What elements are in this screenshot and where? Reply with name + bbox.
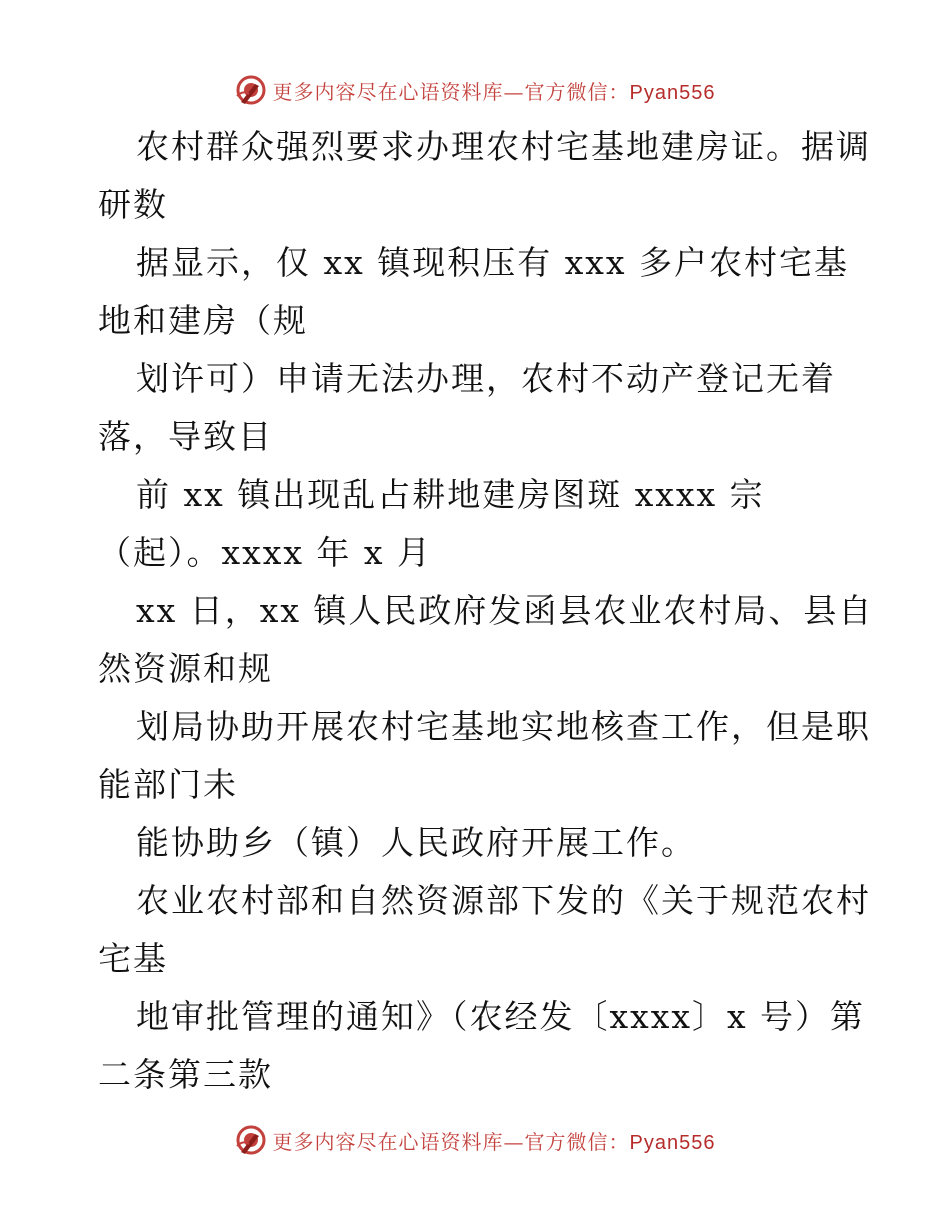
footer-banner	[0, 1120, 950, 1160]
banner-text	[273, 1126, 716, 1155]
body-line: （起）。xxxx 年 x 月	[98, 533, 433, 572]
banner-wechat-id: Pyan556	[629, 81, 716, 104]
body-line: 研数	[98, 185, 168, 224]
body-line: 划许可）申请无法办理，农村不动产登记无着	[136, 359, 836, 398]
body-line: 农业农村部和自然资源部下发的《关于规范农村	[136, 881, 871, 920]
banner-text-cn: 更多内容尽在心语资料库—官方微信：	[272, 1129, 630, 1154]
body-line: 农村群众强烈要求办理农村宅基地建房证。据调	[136, 127, 871, 166]
body-line: 前 xx 镇出现乱占耕地建房图斑 xxxx 宗	[136, 475, 765, 514]
body-line: 据显示，仅 xx 镇现积压有 xxx 多户农村宅基	[136, 243, 850, 282]
document-body	[98, 118, 874, 1104]
body-line: 二条第三款	[98, 1055, 273, 1094]
body-line: 地和建房（规	[98, 301, 308, 340]
banner-text-cn: 更多内容尽在心语资料库—官方微信：	[272, 79, 630, 104]
body-line: 划局协助开展农村宅基地实地核查工作，但是职	[136, 707, 871, 746]
body-line: 地审批管理的通知》（农经发〔xxxx〕x 号）第	[136, 997, 866, 1036]
pen-seal-logo-icon	[235, 74, 267, 106]
pen-seal-logo-icon	[235, 1124, 267, 1156]
body-line: 落，导致目	[98, 417, 273, 456]
body-line: 能协助乡（镇）人民政府开展工作。	[136, 823, 696, 862]
banner-text	[273, 76, 716, 105]
header-banner	[0, 70, 950, 110]
body-line: 宅基	[98, 939, 168, 978]
banner-wechat-id: Pyan556	[629, 1131, 716, 1154]
body-line: 然资源和规	[98, 649, 273, 688]
body-line: 能部门未	[98, 765, 238, 804]
body-line: xx 日，xx 镇人民政府发函县农业农村局、县自	[136, 591, 874, 630]
